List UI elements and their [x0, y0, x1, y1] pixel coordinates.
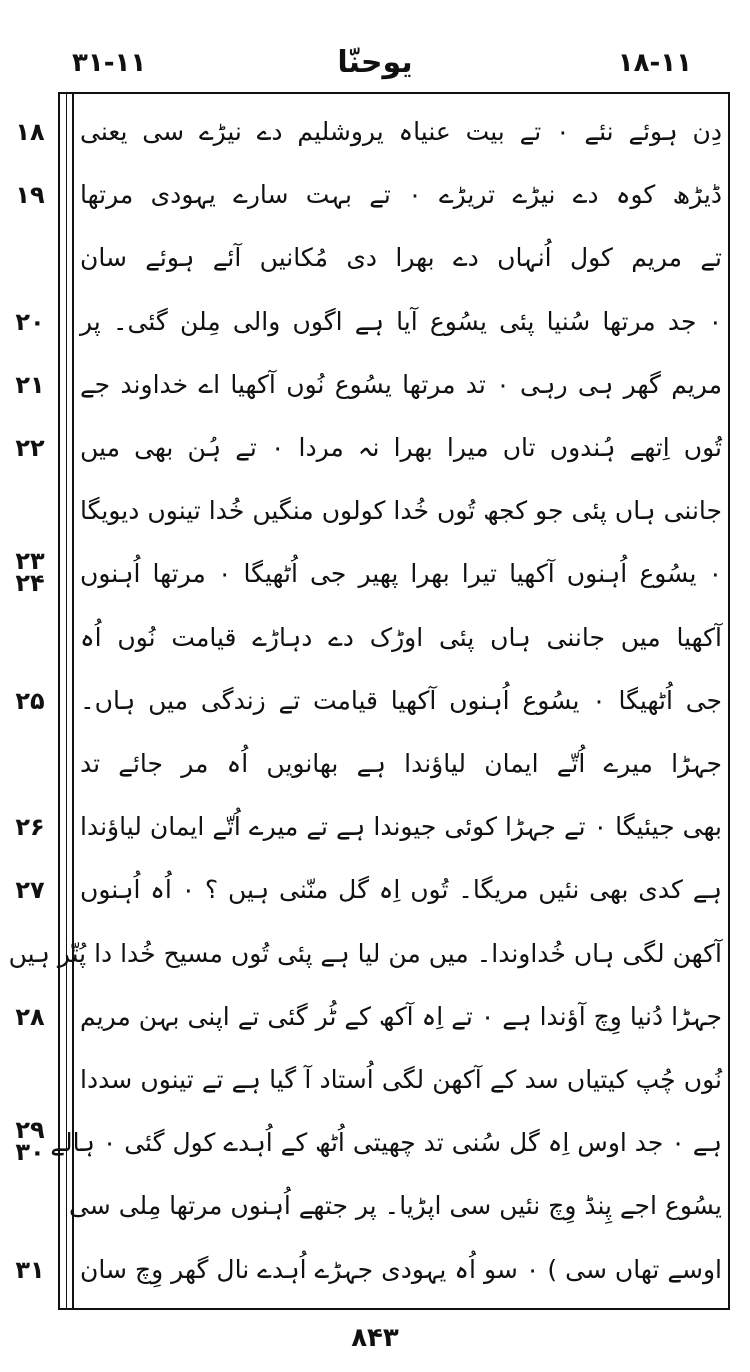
- verse-number: [4, 732, 56, 796]
- verse-number: ۲۷: [15, 876, 45, 905]
- verse-number: ۲۰: [15, 307, 45, 336]
- verse-number: ۲۶: [15, 813, 45, 842]
- text-line: مریم گھر ہی رہی ۰ تد مرتھا یسُوع نُوں آکھیا اے خداوند جے: [80, 369, 722, 399]
- text-line: آکھن لگی ہاں خُداوندا۔ میں من لیا ہے پئی تُوں مسیح خُدا دا پُتّر ہیں: [8, 938, 722, 968]
- text-line: ۰ جد مرتھا سُنیا پئی یسُوع آیا ہے اگوں والی مِلن گئی۔ پر: [80, 306, 722, 336]
- text-line: اوسے تھاں سی ) ۰ سو اُہ یہودی جہڑے اُہدے نال گھر وِچ سان: [80, 1254, 723, 1284]
- text-line: ۰ یسُوع اُہنوں آکھیا تیرا بھرا پھیر جی اُٹھیگا ۰ مرتھا اُہنوں: [80, 559, 723, 589]
- header-right-reference: ۱۸-۱۱: [617, 48, 692, 78]
- verse-number: [4, 1048, 56, 1112]
- text-line: تُوں اِتھے ہُندوں تاں میرا بھرا نہ مردا ۰ تے ہُن بھی میں: [80, 433, 722, 462]
- verse-number: [4, 1174, 56, 1238]
- verse-number: ۲۸: [15, 1002, 45, 1031]
- text-line: نُوں چُپ کیتیاں سد کے آکھن لگی اُستاد آ گیا ہے تے تینوں سددا: [80, 1065, 722, 1094]
- verse-number: ۱۹: [15, 181, 45, 210]
- verse-number: ۲۹ ۳۰: [15, 1116, 45, 1167]
- text-line: تے مریم کول اُنہاں دے بھرا دی مُکانیں آئے ہوئے سان: [80, 243, 722, 273]
- text-line: ہے کدی بھی نئیں مریگا۔ تُوں اِہ گل منّنی ہیں ؟ ۰ اُہ اُہنوں: [80, 875, 722, 905]
- text-line: جہڑا میرے اُتّے ایمان لیاؤندا ہے بھانویں اُہ مر جائے تد: [80, 749, 722, 778]
- text-line: دِن ہوئے نئے ۰ تے بیت عنیاہ یروشلیم دے نیڑے سی یعنی: [80, 117, 722, 146]
- text-line: یسُوع اجے پِنڈ وِچ نئیں سی اپڑیا۔ پر جتھے اُہنوں مرتھا مِلی سی: [68, 1191, 722, 1221]
- text-line: جی اُٹھیگا ۰ یسُوع اُہنوں آکھیا قیامت تے زندگی میں ہاں۔: [80, 685, 722, 715]
- verse-number: ۱۸: [15, 118, 45, 146]
- verse-number: ۲۵: [15, 686, 45, 715]
- text-line: جاننی ہاں پئی جو کجھ تُوں خُدا کولوں منگیں خُدا تینوں دیویگا: [80, 496, 722, 526]
- verse-number: ۳۱: [15, 1255, 45, 1284]
- header-book-title: یوحنّا: [337, 45, 413, 80]
- header-left-reference: ۳۱-۱۱: [72, 48, 147, 78]
- verse-number: [4, 922, 56, 986]
- text-line: آکھیا میں جاننی ہاں پئی اوڑک دے دہاڑے قیامت نُوں اُہ: [80, 622, 722, 652]
- text-line: ہے ۰ جد اوس اِہ گل سُنی تد چھیتی اُٹھ کے اُہدے کول گئی ۰ ہالے: [50, 1128, 722, 1158]
- text-line: جہڑا دُنیا وِچ آؤندا ہے ۰ تے اِہ آکھ کے ٹُر گئی تے اپنی بہن مریم: [80, 1001, 722, 1031]
- verse-number: [4, 606, 56, 670]
- page-number: ۸۴۳: [351, 1323, 399, 1353]
- verse-number: [4, 226, 56, 290]
- text-line: ڈیڑھ کوہ دے نیڑے تریڑے ۰ تے بہت سارے یہودی مرتھا: [80, 180, 722, 210]
- verse-number: ۲۳ ۲۴: [15, 547, 45, 598]
- verse-number: [4, 479, 56, 543]
- page-header: [0, 38, 750, 88]
- verse-number: ۲۲: [15, 434, 45, 462]
- text-line: بھی جیئیگا ۰ تے جہڑا کوئی جیوندا ہے تے میرے اُتّے ایمان لیاؤندا: [80, 812, 722, 842]
- verse-number: ۲۱: [15, 370, 45, 399]
